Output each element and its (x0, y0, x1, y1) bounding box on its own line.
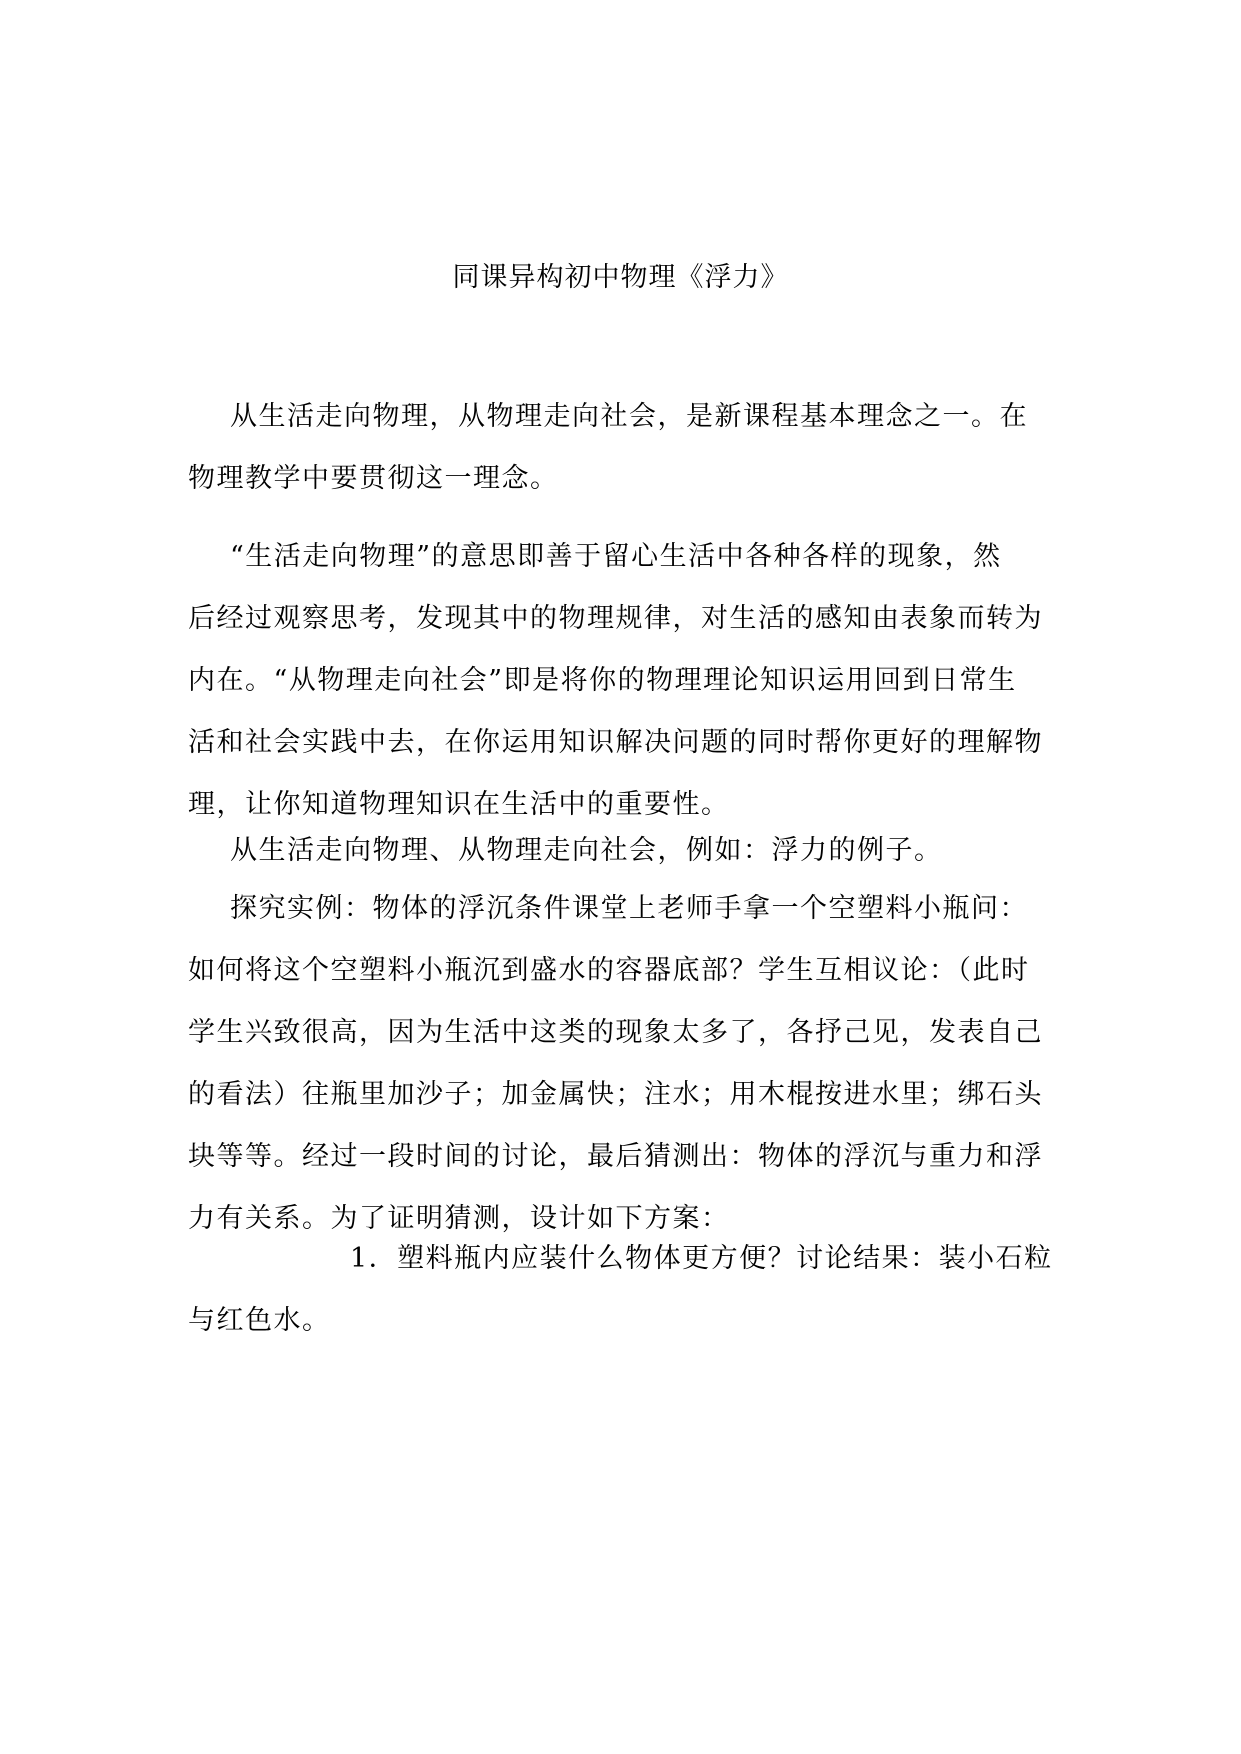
paragraph-line: 物理教学中要贯彻这一理念。 (188, 463, 559, 494)
paragraph-line: 从生活走向物理、从物理走向社会，例如：浮力的例子。 (230, 835, 943, 866)
paragraph-line: 学生兴致很高，因为生活中这类的现象太多了，各抒己见，发表自己 (188, 1017, 1043, 1048)
paragraph-4 (188, 878, 1052, 1250)
paragraph-2 (188, 526, 1052, 836)
paragraph-5 (188, 1228, 1052, 1352)
paragraph-line: 块等等。经过一段时间的讨论，最后猜测出：物体的浮沉与重力和浮 (188, 1141, 1043, 1172)
paragraph-line: 探究实例：物体的浮沉条件课堂上老师手拿一个空塑料小瓶问： (230, 893, 1028, 924)
paragraph-line: 如何将这个空塑料小瓶沉到盛水的容器底部？学生互相议论：（此时 (188, 955, 1030, 986)
paragraph-line: 力有关系。为了证明猜测，设计如下方案： (188, 1203, 730, 1234)
paragraph-line: 内在。“从物理走向社会”即是将你的物理理论知识运用回到日常生 (188, 665, 1017, 696)
paragraph-line: 的看法）往瓶里加沙子；加金属快；注水；用木棍按进水里；绑石头 (188, 1079, 1043, 1110)
document-title: 同课异构初中物理《浮力》 (452, 262, 789, 293)
paragraph-1 (188, 386, 1052, 510)
paragraph-line: 后经过观察思考，发现其中的物理规律，对生活的感知由表象而转为 (188, 603, 1043, 634)
paragraph-line: 从生活走向物理，从物理走向社会，是新课程基本理念之一。在 (230, 401, 1028, 432)
list-item-line: 与红色水。 (188, 1305, 331, 1336)
paragraph-3 (188, 820, 1052, 882)
paragraph-line: 理，让你知道物理知识在生活中的重要性。 (188, 789, 730, 820)
paragraph-line: “生活走向物理”的意思即善于留心生活中各种各样的现象，然 (230, 541, 1002, 572)
paragraph-line: 活和社会实践中去，在你运用知识解决问题的同时帮你更好的理解物 (188, 727, 1043, 758)
list-item-line: 1．塑料瓶内应装什么物体更方便？讨论结果：装小石粒 (350, 1243, 1053, 1274)
